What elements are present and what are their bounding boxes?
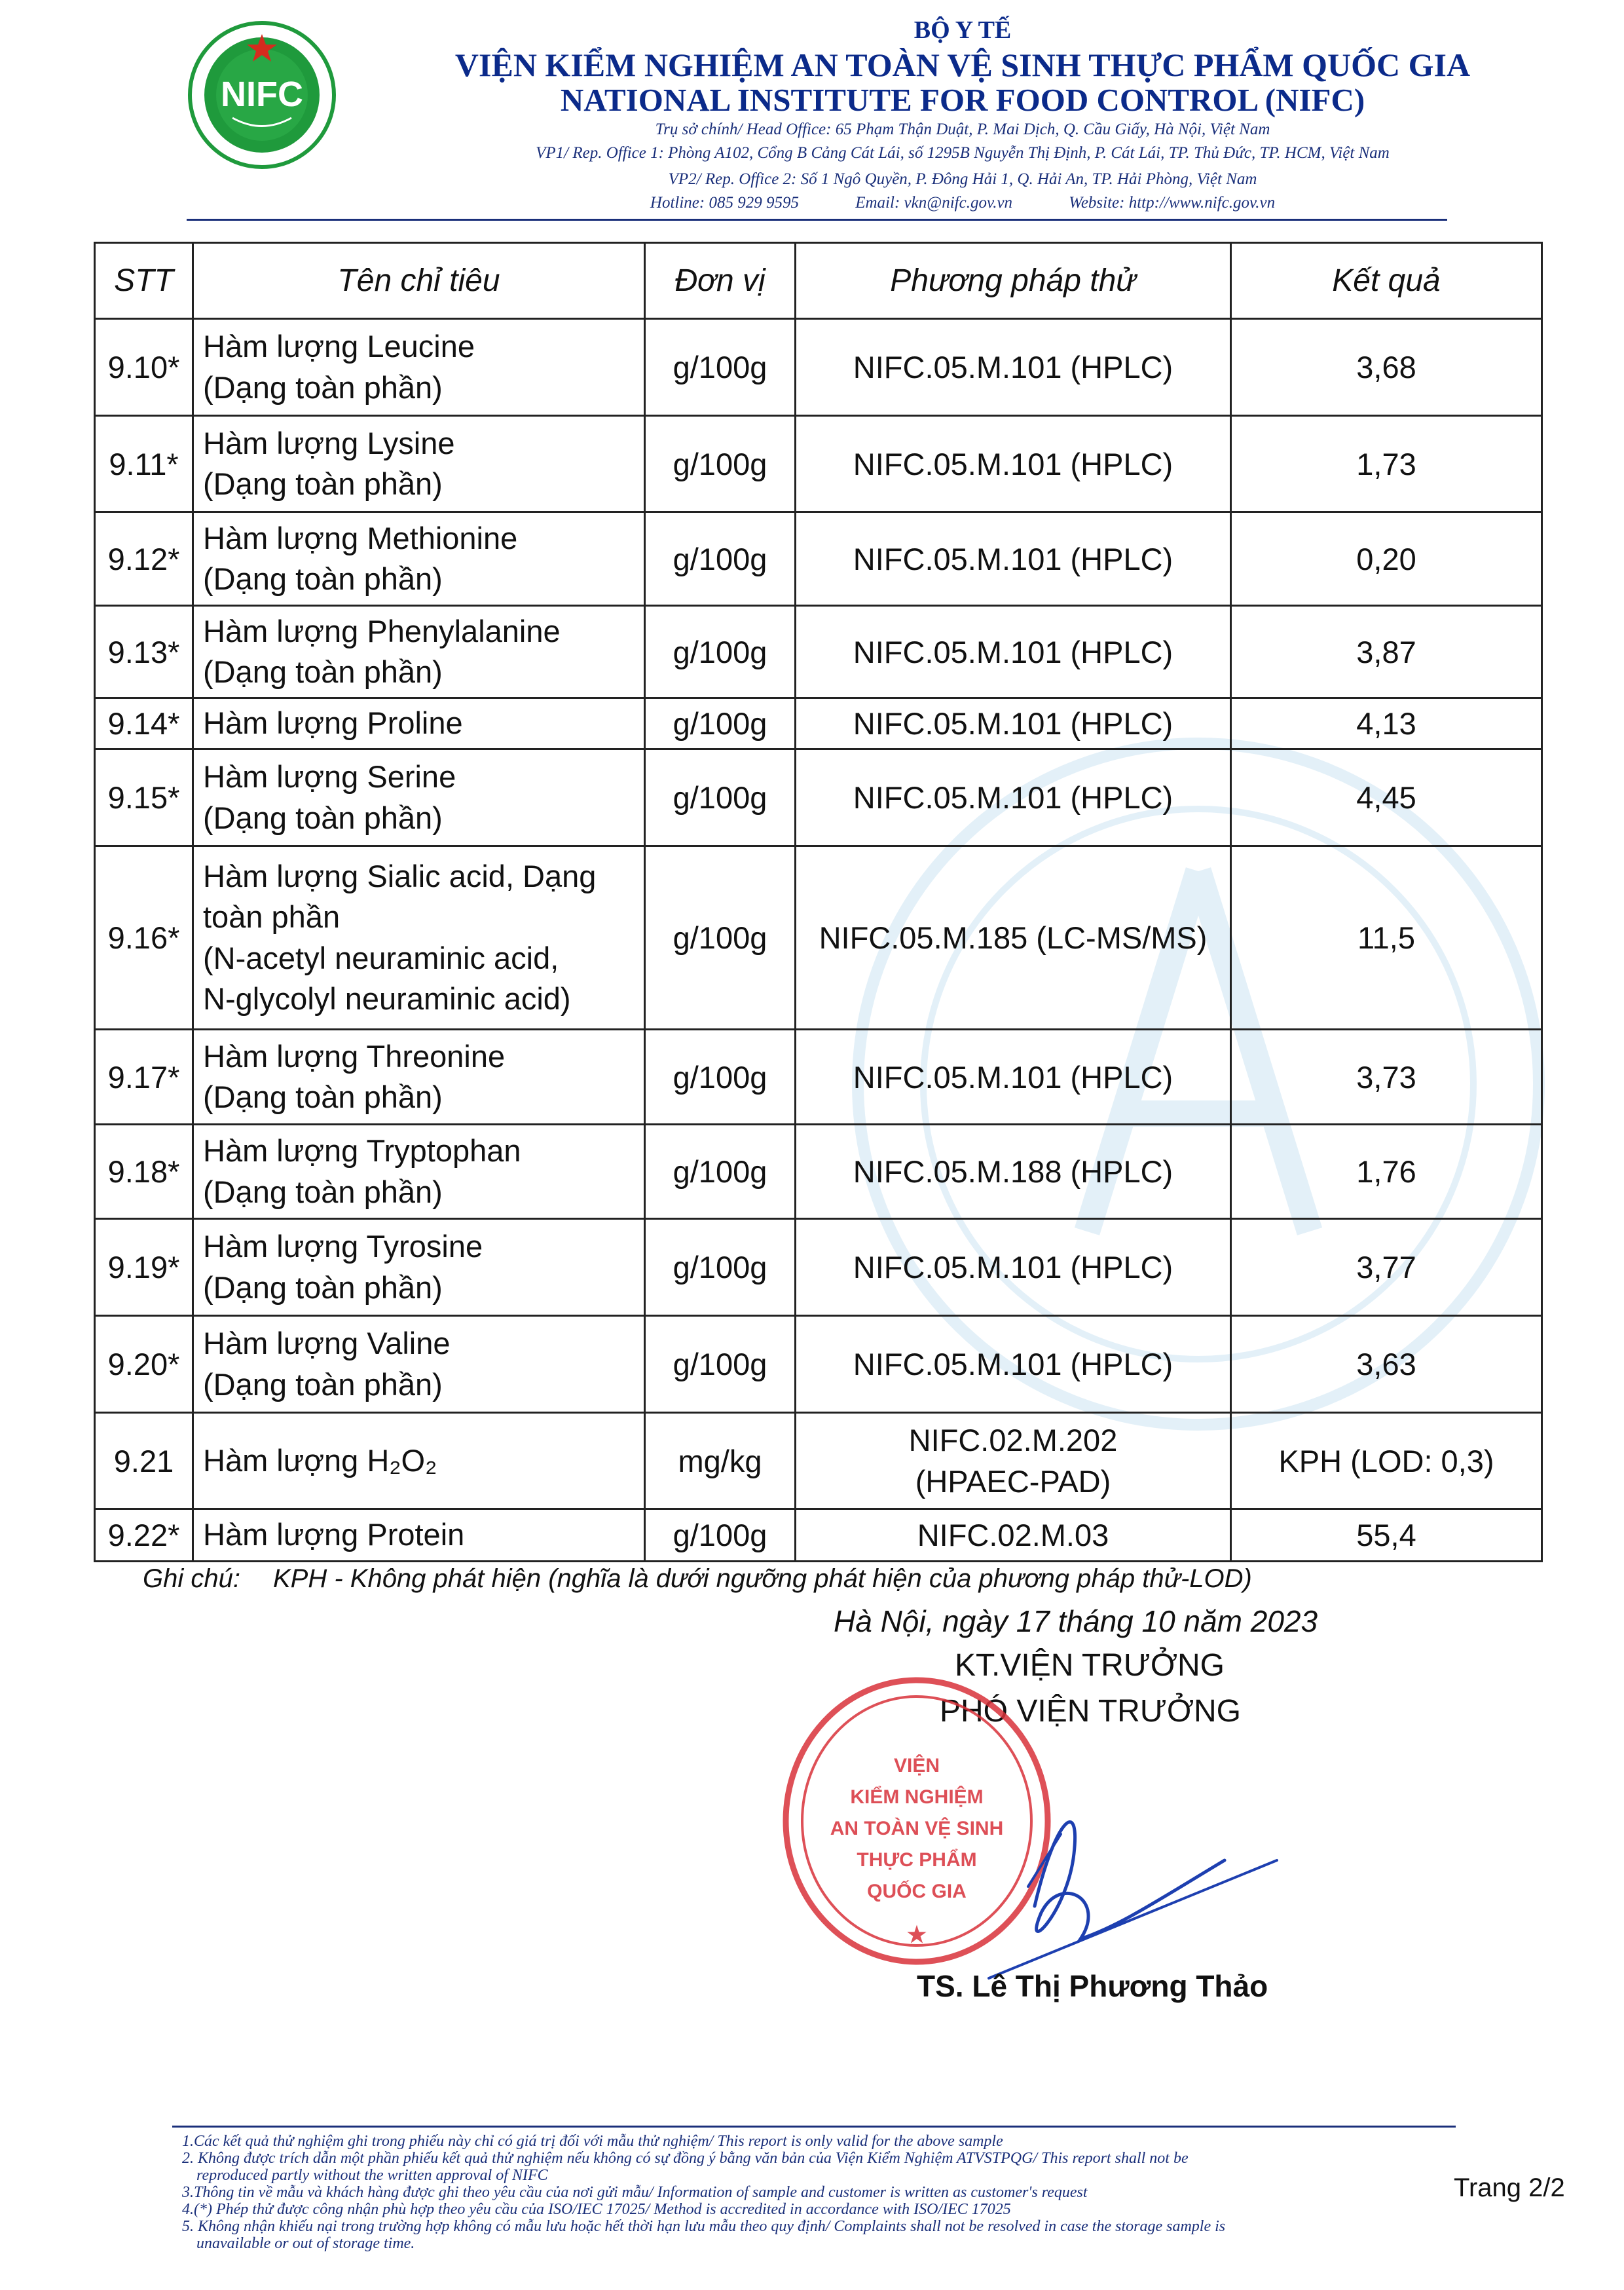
row-name-line: Hàm lượng Tyrosine (203, 1229, 483, 1264)
row-name-line: Hàm lượng Valine (203, 1326, 451, 1361)
row-name-line: Hàm lượng Lysine (203, 425, 455, 460)
row-name-line: Hàm lượng Protein (203, 1517, 465, 1552)
table-row (95, 698, 1542, 749)
table-note (143, 1564, 1252, 1594)
svg-text:VIỆN: VIỆN (893, 1755, 940, 1776)
header-stt: STT (95, 243, 193, 319)
header-name: Tên chỉ tiêu (193, 243, 645, 319)
row-result: 11,5 (1231, 846, 1542, 1030)
signing-date: Hà Nội, ngày 17 tháng 10 năm 2023 (834, 1604, 1318, 1638)
row-result: 3,87 (1231, 606, 1542, 698)
table-row (95, 1509, 1542, 1562)
row-method: NIFC.05.M.101 (HPLC) (796, 319, 1231, 416)
row-name (193, 416, 645, 512)
row-result: 4,13 (1231, 698, 1542, 749)
row-result: KPH (LOD: 0,3) (1231, 1413, 1542, 1509)
footer-line: 4.(*) Phép thử được công nhận phù hợp theo yêu cầu của ISO/IEC 17025/ Method is accredited in accordance with ISO/IEC 17025 (182, 2201, 1011, 2218)
nifc-logo (187, 20, 337, 170)
footer-line: 2. Không được trích dẫn một phần phiếu kết quả thử nghiệm nếu không có sự đồng ý bằng văn bản của Viện Kiểm Nghiệm ATVSTPQG/ This report shall not be (182, 2150, 1189, 2167)
table-row (95, 1413, 1542, 1509)
row-method: NIFC.05.M.185 (LC-MS/MS) (796, 846, 1231, 1030)
table-row (95, 319, 1542, 416)
handwritten-signature (950, 1742, 1290, 2004)
row-name-line: Hàm lượng H₂O₂ (203, 1442, 437, 1478)
table-row (95, 416, 1542, 512)
row-name-line: (N-acetyl neuraminic acid, (203, 940, 559, 975)
row-name-line: Hàm lượng Proline (203, 705, 463, 741)
row-name (193, 1316, 645, 1413)
rep-office-1-address: VP1/ Rep. Office 1: Phòng A102, Cổng B Cảng Cát Lái, số 1295B Nguyễn Thị Định, P. Cát Lái, TP. Thủ Đức, TP. HCM, Việt Nam (536, 144, 1390, 162)
row-method (796, 1413, 1231, 1509)
institute-name-en: NATIONAL INSTITUTE FOR FOOD CONTROL (NIFC) (560, 82, 1365, 118)
row-result: 1,73 (1231, 416, 1542, 512)
row-unit: mg/kg (645, 1413, 796, 1509)
note-text: KPH - Không phát hiện (nghĩa là dưới ngưỡng phát hiện của phương pháp thử-LOD) (272, 1564, 1252, 1593)
row-name-line: (Dạng toàn phần) (203, 466, 443, 501)
table-row (95, 749, 1542, 846)
footer-notes (182, 2133, 1459, 2252)
signer-title-2: PHÓ VIỆN TRƯỞNG (940, 1694, 1241, 1729)
row-name-line: Hàm lượng Methionine (203, 520, 518, 555)
row-name-line: (Dạng toàn phần) (203, 800, 443, 835)
row-result: 3,77 (1231, 1219, 1542, 1316)
row-name-line: (Dạng toàn phần) (203, 1079, 443, 1114)
table-row (95, 512, 1542, 606)
svg-text:QUỐC GIA: QUỐC GIA (867, 1881, 967, 1902)
hotline: Hotline: 085 929 9595 (650, 194, 799, 212)
footer-line: 1.Các kết quả thử nghiệm ghi trong phiếu này chỉ có giá trị đối với mẫu thử nghiệm/ This report is only valid for the above sample (182, 2133, 1003, 2150)
row-method: NIFC.05.M.101 (HPLC) (796, 1219, 1231, 1316)
row-stt: 9.16* (95, 846, 193, 1030)
row-name-line: (Dạng toàn phần) (203, 1366, 443, 1402)
table-row (95, 1125, 1542, 1219)
row-result: 3,63 (1231, 1316, 1542, 1413)
svg-text:★: ★ (906, 1923, 927, 1947)
table-row (95, 1219, 1542, 1316)
ministry-name: BỘ Y TẾ (913, 16, 1012, 44)
footer-line: 5. Không nhận khiếu nại trong trường hợp không có mẫu lưu hoặc hết thời hạn lưu mẫu theo quy định/ Complaints shall not be resolved in case the storage sample is (182, 2218, 1226, 2235)
row-name (193, 1125, 645, 1219)
row-method: NIFC.05.M.101 (HPLC) (796, 512, 1231, 606)
footer-line: reproduced partly without the written approval of NIFC (196, 2167, 548, 2184)
row-name-line: (Dạng toàn phần) (203, 561, 443, 596)
row-method: NIFC.05.M.101 (HPLC) (796, 749, 1231, 846)
row-stt: 9.13* (95, 606, 193, 698)
row-result: 4,45 (1231, 749, 1542, 846)
row-unit: g/100g (645, 1030, 796, 1125)
row-name-line: (Dạng toàn phần) (203, 1269, 443, 1305)
footer-line: 3.Thông tin về mẫu và khách hàng được ghi theo yêu cầu của nơi gửi mẫu/ Information of sample and customer is written as customer's request (182, 2184, 1088, 2201)
row-method: NIFC.05.M.101 (HPLC) (796, 1030, 1231, 1125)
website: Website: http://www.nifc.gov.vn (1069, 194, 1276, 212)
row-name-line: Hàm lượng Threonine (203, 1038, 506, 1074)
row-stt: 9.18* (95, 1125, 193, 1219)
svg-text:AN TOÀN VỆ SINH: AN TOÀN VỆ SINH (830, 1818, 1004, 1839)
table-row (95, 846, 1542, 1030)
row-name-line: toàn phần (203, 899, 341, 935)
table-row (95, 1316, 1542, 1413)
row-name (193, 1509, 645, 1562)
row-result: 1,76 (1231, 1125, 1542, 1219)
row-name (193, 698, 645, 749)
row-result: 3,68 (1231, 319, 1542, 416)
row-stt: 9.19* (95, 1219, 193, 1316)
row-method: NIFC.05.M.101 (HPLC) (796, 606, 1231, 698)
table-row (95, 606, 1542, 698)
row-result: 0,20 (1231, 512, 1542, 606)
row-unit: g/100g (645, 1125, 796, 1219)
row-unit: g/100g (645, 1219, 796, 1316)
footer-line: unavailable or out of storage time. (196, 2235, 415, 2252)
row-name (193, 1030, 645, 1125)
table-row (95, 1030, 1542, 1125)
row-method: NIFC.02.M.03 (796, 1509, 1231, 1562)
row-stt: 9.12* (95, 512, 193, 606)
header-divider (187, 219, 1447, 221)
row-method: NIFC.05.M.101 (HPLC) (796, 416, 1231, 512)
row-method-line: NIFC.02.M.202 (908, 1422, 1118, 1457)
row-method-line: (HPAEC-PAD) (915, 1464, 1111, 1499)
footer-divider (172, 2126, 1456, 2128)
row-method: NIFC.05.M.188 (HPLC) (796, 1125, 1231, 1219)
row-stt: 9.14* (95, 698, 193, 749)
email: Email: vkn@nifc.gov.vn (855, 194, 1013, 212)
svg-text:THỰC PHẨM: THỰC PHẨM (857, 1849, 977, 1871)
row-unit: g/100g (645, 1316, 796, 1413)
row-stt: 9.11* (95, 416, 193, 512)
row-unit: g/100g (645, 698, 796, 749)
row-name (193, 1219, 645, 1316)
row-name-line: (Dạng toàn phần) (203, 369, 443, 405)
row-unit: g/100g (645, 512, 796, 606)
row-unit: g/100g (645, 319, 796, 416)
row-unit: g/100g (645, 749, 796, 846)
rep-office-2-address: VP2/ Rep. Office 2: Số 1 Ngô Quyền, P. Đông Hải 1, Q. Hải An, TP. Hải Phòng, Việt Nam (668, 170, 1257, 188)
head-office-address: Trụ sở chính/ Head Office: 65 Phạm Thận Duật, P. Mai Dịch, Q. Cầu Giấy, Hà Nội, Việt Nam (655, 121, 1270, 138)
row-name-line: Hàm lượng Tryptophan (203, 1133, 521, 1169)
header-unit: Đơn vị (645, 243, 796, 319)
row-name (193, 606, 645, 698)
row-name (193, 319, 645, 416)
signer-name: TS. Lê Thị Phương Thảo (917, 1969, 1268, 2003)
row-method: NIFC.05.M.101 (HPLC) (796, 1316, 1231, 1413)
logo-text: NIFC (221, 75, 303, 114)
row-name-line: (Dạng toàn phần) (203, 1174, 443, 1209)
row-stt: 9.17* (95, 1030, 193, 1125)
row-result: 3,73 (1231, 1030, 1542, 1125)
signer-title-1: KT.VIỆN TRƯỞNG (955, 1648, 1225, 1683)
svg-text:KIỂM NGHIỆM: KIỂM NGHIỆM (850, 1786, 984, 1808)
table-header-row (95, 243, 1542, 319)
row-unit: g/100g (645, 416, 796, 512)
contact-line (341, 194, 1585, 212)
row-name (193, 512, 645, 606)
row-stt: 9.10* (95, 319, 193, 416)
row-method: NIFC.05.M.101 (HPLC) (796, 698, 1231, 749)
row-name-line: Hàm lượng Phenylalanine (203, 613, 561, 648)
results-table (94, 242, 1543, 1562)
row-name-line: (Dạng toàn phần) (203, 654, 443, 689)
row-name (193, 1413, 645, 1509)
note-label: Ghi chú: (143, 1564, 240, 1593)
row-name-line: Hàm lượng Leucine (203, 329, 475, 364)
row-stt: 9.20* (95, 1316, 193, 1413)
row-stt: 9.22* (95, 1509, 193, 1562)
page-number: Trang 2/2 (1454, 2173, 1565, 2202)
row-stt: 9.15* (95, 749, 193, 846)
header-method: Phương pháp thử (796, 243, 1231, 319)
institute-name-vn: VIỆN KIỂM NGHIỆM AN TOÀN VỆ SINH THỰC PHẨM QUỐC GIA (454, 47, 1471, 83)
row-name-line: Hàm lượng Serine (203, 759, 456, 795)
row-name (193, 846, 645, 1030)
row-name-line: Hàm lượng Sialic acid, Dạng (203, 859, 597, 894)
row-unit: g/100g (645, 606, 796, 698)
row-unit: g/100g (645, 846, 796, 1030)
row-stt: 9.21 (95, 1413, 193, 1509)
row-result: 55,4 (1231, 1509, 1542, 1562)
header-result: Kết quả (1231, 243, 1542, 319)
row-unit: g/100g (645, 1509, 796, 1562)
row-name-line: N-glycolyl neuraminic acid) (203, 981, 571, 1016)
row-name (193, 749, 645, 846)
